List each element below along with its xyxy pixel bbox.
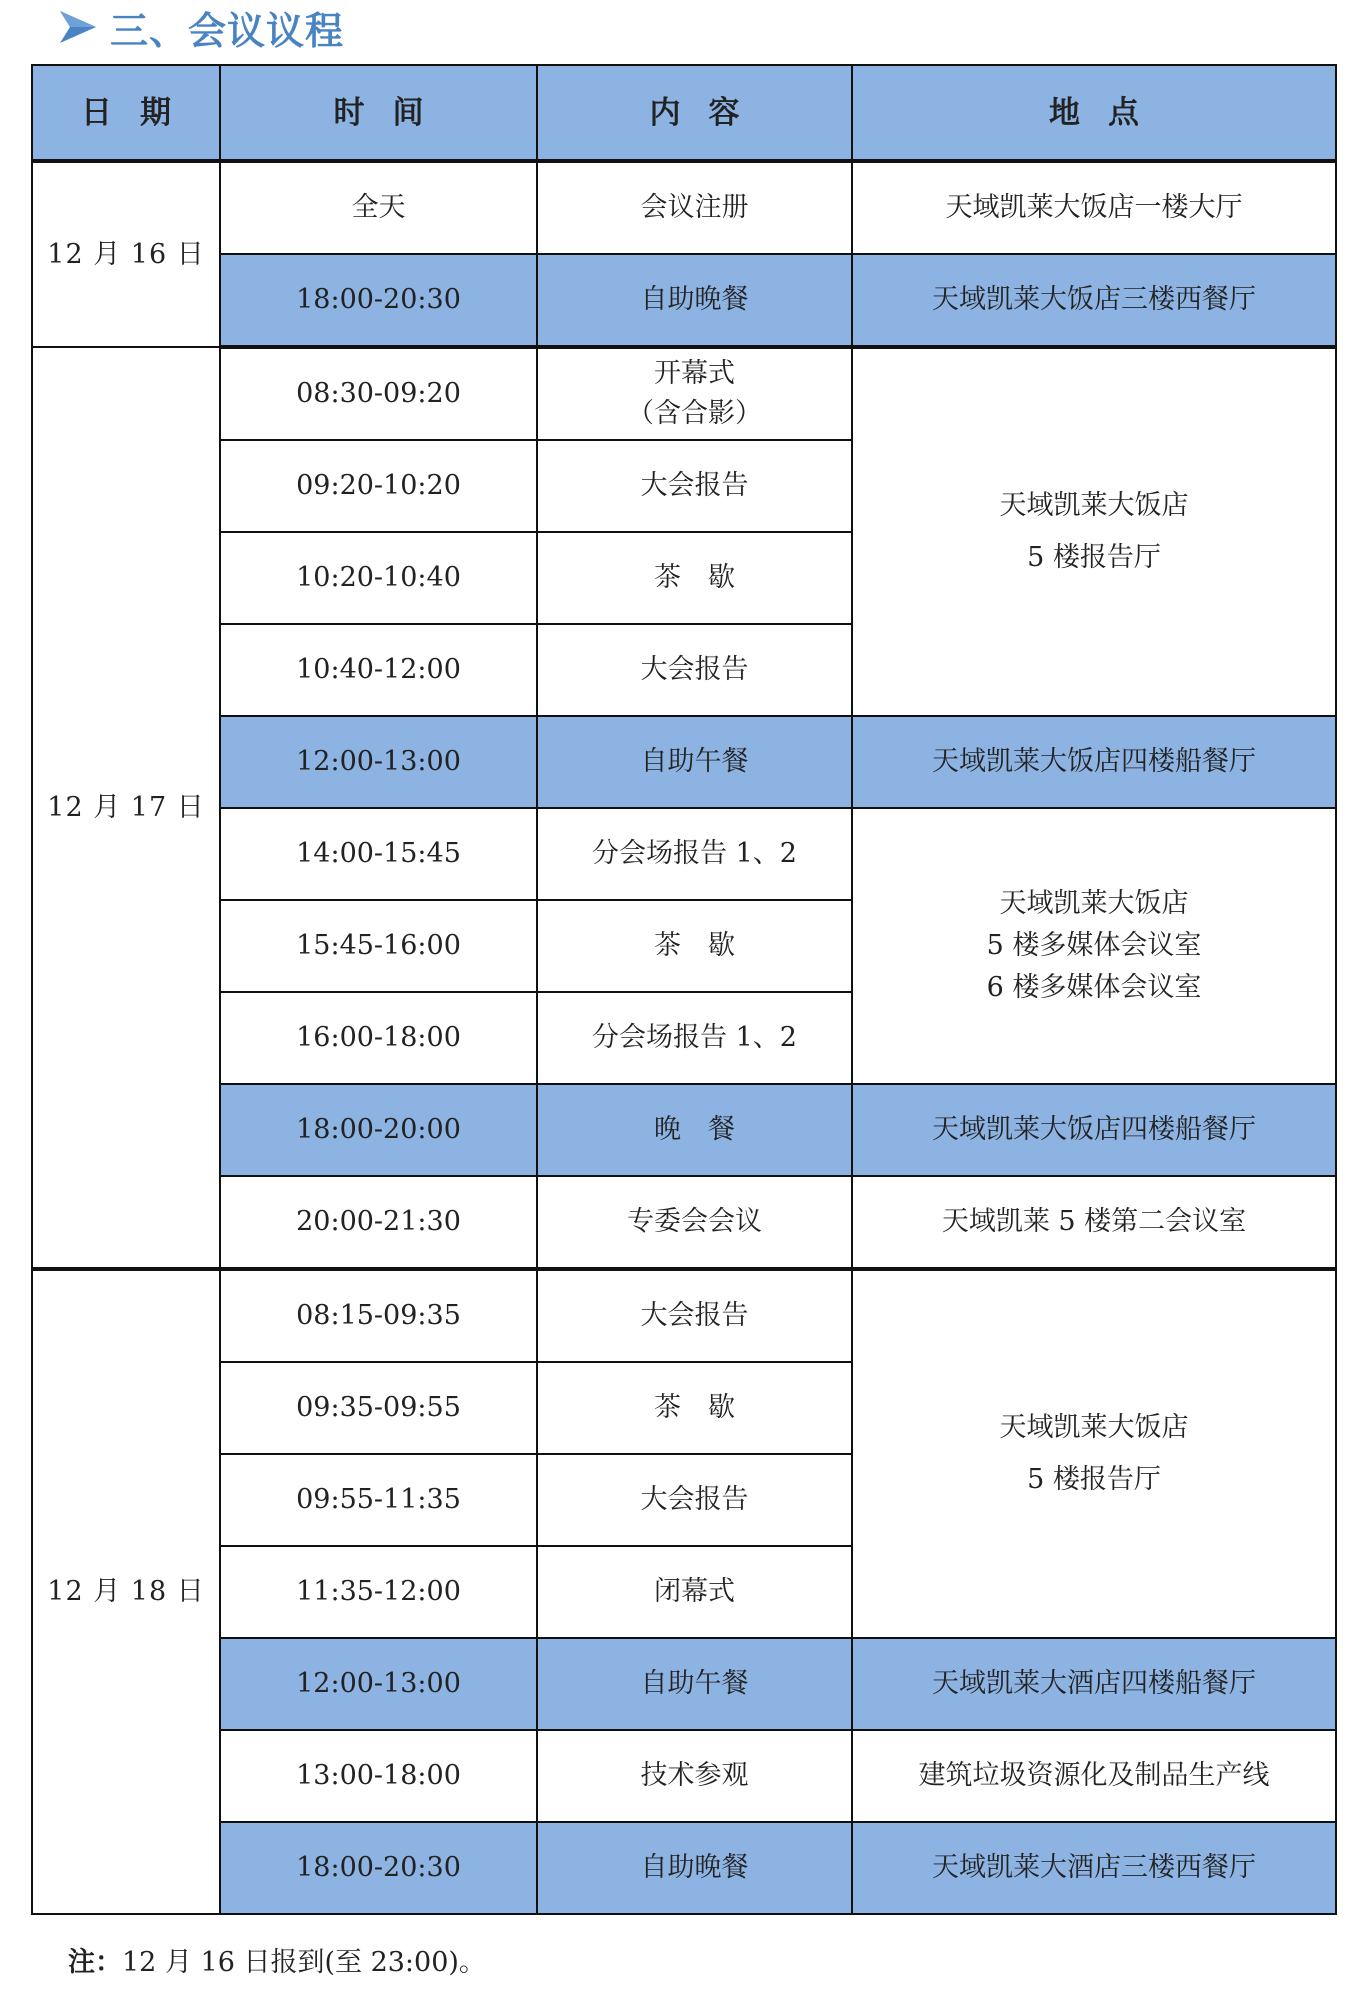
section-title: 三、会议议程 — [110, 8, 345, 53]
content-cell: 专委会会议 — [537, 1176, 852, 1269]
location-line: 5 楼报告厅 — [1027, 1464, 1161, 1495]
date-cell: 12 月 16 日 — [32, 161, 220, 347]
time-cell: 15:45-16:00 — [220, 900, 537, 992]
footnote — [68, 1940, 486, 1979]
time-cell: 12:00-13:00 — [220, 716, 537, 808]
table-row — [32, 161, 1336, 254]
time-cell: 18:00-20:00 — [220, 1084, 537, 1176]
table-row — [32, 1730, 1336, 1822]
time-cell: 09:35-09:55 — [220, 1362, 537, 1454]
location-line: 天域凯莱大饭店 — [999, 1412, 1189, 1443]
table-row — [32, 716, 1336, 808]
table-row — [32, 254, 1336, 347]
content-cell: 技术参观 — [537, 1730, 852, 1822]
content-cell: 自助晚餐 — [537, 254, 852, 347]
time-cell: 全天 — [220, 161, 537, 254]
section-heading — [58, 0, 344, 54]
table-row — [32, 808, 1336, 900]
time-cell: 18:00-20:30 — [220, 254, 537, 347]
time-cell: 11:35-12:00 — [220, 1546, 537, 1638]
header-content: 内容 — [537, 65, 852, 161]
content-cell: 大会报告 — [537, 1269, 852, 1362]
content-cell: 茶 歇 — [537, 1362, 852, 1454]
content-cell: 茶 歇 — [537, 900, 852, 992]
location-cell: 天域凯莱 5 楼第二会议室 — [852, 1176, 1336, 1269]
content-cell: 分会场报告 1、2 — [537, 992, 852, 1084]
location-line: 6 楼多媒体会议室 — [986, 972, 1202, 1003]
header-date: 日期 — [32, 65, 220, 161]
note-text: 12 月 16 日报到(至 23:00)。 — [122, 1947, 486, 1978]
location-cell: 天域凯莱大饭店一楼大厅 — [852, 161, 1336, 254]
location-cell: 天域凯莱大饭店四楼船餐厅 — [852, 716, 1336, 808]
table-header-row — [32, 65, 1336, 161]
date-cell: 12 月 18 日 — [32, 1269, 220, 1914]
location-cell — [852, 1269, 1336, 1638]
location-line: 5 楼报告厅 — [1027, 542, 1161, 573]
content-cell: 大会报告 — [537, 1454, 852, 1546]
location-cell: 建筑垃圾资源化及制品生产线 — [852, 1730, 1336, 1822]
time-cell: 20:00-21:30 — [220, 1176, 537, 1269]
location-cell — [852, 347, 1336, 716]
time-cell: 14:00-15:45 — [220, 808, 537, 900]
content-line: （含合影） — [627, 398, 762, 429]
location-cell: 天域凯莱大饭店三楼西餐厅 — [852, 254, 1336, 347]
table-row — [32, 1822, 1336, 1914]
table-row — [32, 1269, 1336, 1362]
time-cell: 08:15-09:35 — [220, 1269, 537, 1362]
time-cell: 10:40-12:00 — [220, 624, 537, 716]
agenda-table — [31, 64, 1337, 1915]
location-line: 5 楼多媒体会议室 — [986, 930, 1202, 961]
time-cell: 16:00-18:00 — [220, 992, 537, 1084]
content-cell: 会议注册 — [537, 161, 852, 254]
table-row — [32, 1638, 1336, 1730]
content-cell: 闭幕式 — [537, 1546, 852, 1638]
table-row — [32, 1084, 1336, 1176]
content-cell: 茶 歇 — [537, 532, 852, 624]
content-line: 开幕式 — [654, 358, 735, 389]
location-cell: 天域凯莱大饭店四楼船餐厅 — [852, 1084, 1336, 1176]
content-cell: 晚 餐 — [537, 1084, 852, 1176]
content-cell: 大会报告 — [537, 624, 852, 716]
location-line: 天域凯莱大饭店 — [999, 888, 1189, 919]
header-time: 时间 — [220, 65, 537, 161]
table-row — [32, 347, 1336, 440]
content-cell: 自助午餐 — [537, 716, 852, 808]
time-cell: 09:55-11:35 — [220, 1454, 537, 1546]
time-cell: 10:20-10:40 — [220, 532, 537, 624]
table-row — [32, 1176, 1336, 1269]
time-cell: 09:20-10:20 — [220, 440, 537, 532]
note-label: 注： — [68, 1947, 122, 1978]
location-cell — [852, 808, 1336, 1084]
content-cell: 自助午餐 — [537, 1638, 852, 1730]
date-cell: 12 月 17 日 — [32, 347, 220, 1269]
time-cell: 18:00-20:30 — [220, 1822, 537, 1914]
header-location: 地点 — [852, 65, 1336, 161]
time-cell: 08:30-09:20 — [220, 347, 537, 440]
time-cell: 12:00-13:00 — [220, 1638, 537, 1730]
location-cell: 天域凯莱大酒店三楼西餐厅 — [852, 1822, 1336, 1914]
arrow-icon — [58, 9, 98, 45]
content-cell — [537, 347, 852, 440]
content-cell: 大会报告 — [537, 440, 852, 532]
content-cell: 分会场报告 1、2 — [537, 808, 852, 900]
location-cell: 天域凯莱大酒店四楼船餐厅 — [852, 1638, 1336, 1730]
location-line: 天域凯莱大饭店 — [999, 490, 1189, 521]
content-cell: 自助晚餐 — [537, 1822, 852, 1914]
time-cell: 13:00-18:00 — [220, 1730, 537, 1822]
